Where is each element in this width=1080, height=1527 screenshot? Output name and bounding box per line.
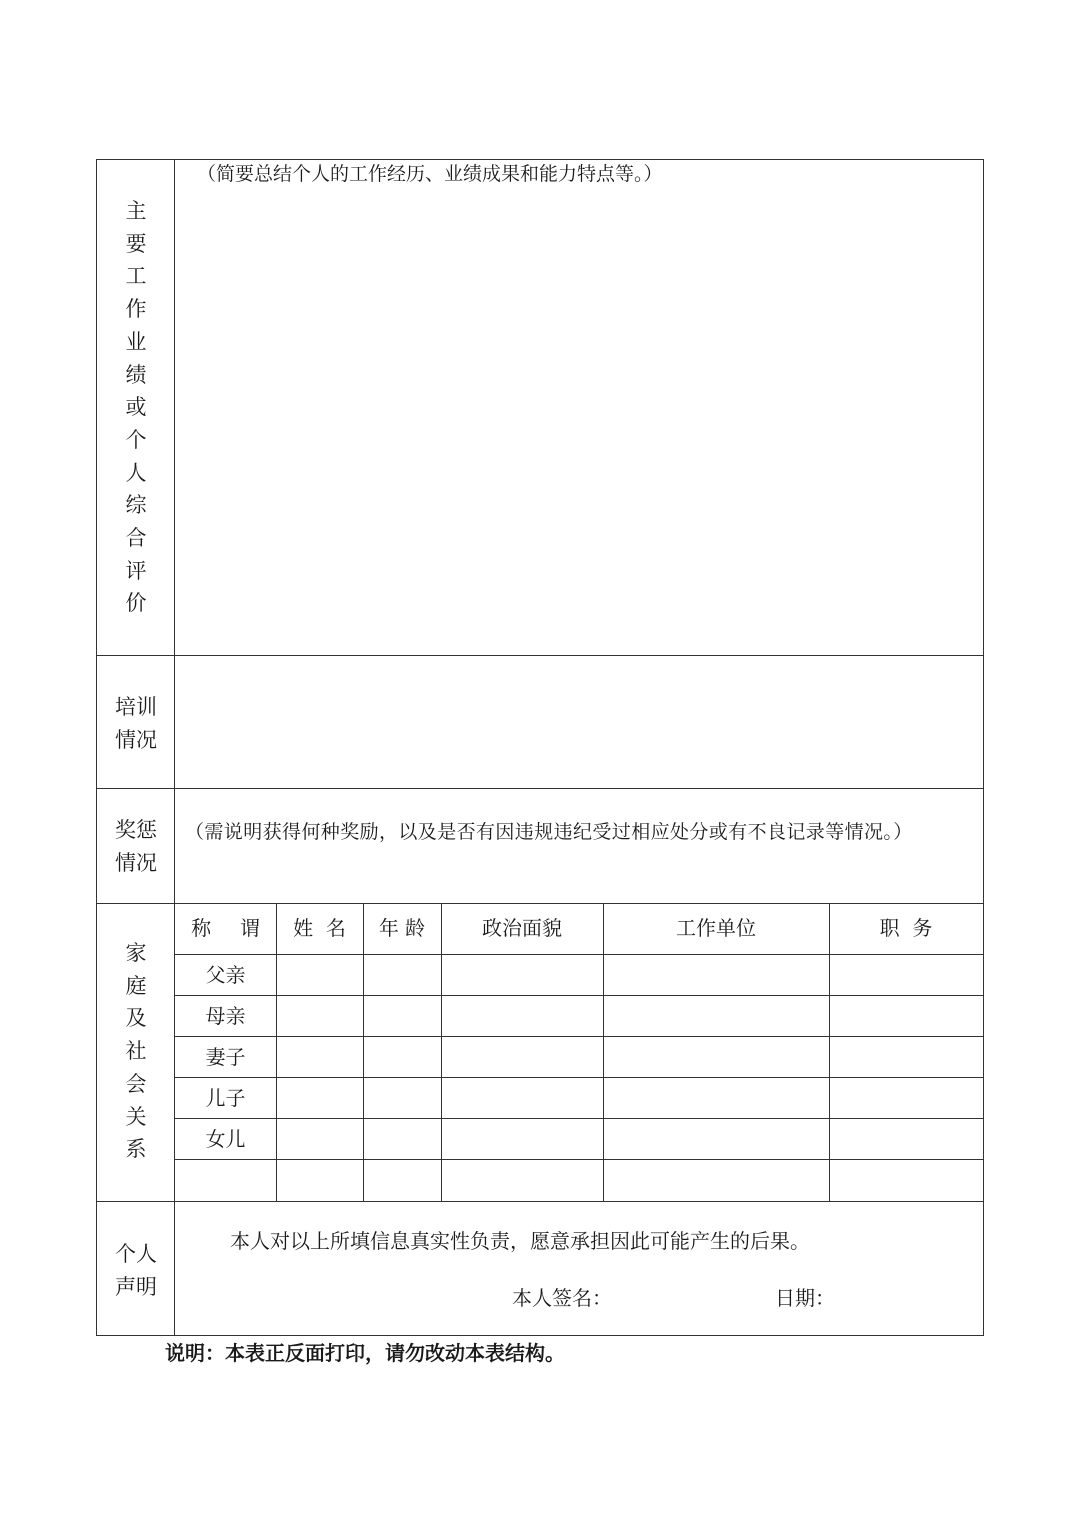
relation-mother: 母亲	[205, 1004, 246, 1028]
signature-field[interactable]	[617, 1282, 767, 1314]
divider	[97, 903, 983, 904]
application-form-table	[96, 159, 984, 1336]
divider	[97, 655, 983, 656]
header-name: 姓 名	[293, 916, 346, 940]
label-line: 奖惩	[115, 818, 157, 842]
label-char: 主	[125, 199, 147, 223]
label-char: 要	[125, 231, 147, 256]
label-char: 人	[125, 460, 147, 485]
label-line: 个人	[115, 1242, 157, 1266]
family-row-mother[interactable]	[277, 996, 983, 1036]
label-char: 会	[125, 1071, 147, 1096]
rewards-label	[97, 814, 175, 880]
header-age: 年 龄	[378, 916, 426, 940]
achievements-hint: （简要总结个人的工作经历、业绩成果和能力特点等。）	[197, 163, 663, 185]
header-position: 职 务	[879, 916, 933, 940]
rewards-input-area[interactable]	[179, 880, 977, 898]
training-label	[97, 691, 175, 757]
family-row-wife[interactable]	[277, 1037, 983, 1077]
achievements-label	[97, 195, 175, 620]
label-char: 业	[125, 329, 147, 354]
label-char: 绩	[125, 362, 147, 387]
label-char: 个	[125, 427, 147, 452]
label-char: 工	[125, 264, 147, 289]
date-field[interactable]	[839, 1282, 969, 1314]
header-work-unit: 工作单位	[676, 916, 756, 940]
relation-daughter: 女儿	[205, 1127, 246, 1151]
training-input-area[interactable]	[179, 660, 977, 784]
relation-son: 儿子	[205, 1086, 246, 1110]
label-char: 关	[125, 1104, 147, 1129]
label-char: 家	[125, 941, 147, 965]
family-label	[97, 937, 175, 1166]
achievements-input-area[interactable]	[179, 192, 977, 648]
label-char: 庭	[125, 973, 147, 998]
relation-father: 父亲	[205, 963, 246, 987]
signature-label: 本人签名：	[512, 1286, 612, 1310]
family-row-daughter[interactable]	[277, 1119, 983, 1159]
label-char: 合	[125, 526, 147, 551]
divider	[97, 788, 983, 789]
label-char: 系	[125, 1137, 147, 1162]
family-row-son[interactable]	[277, 1078, 983, 1118]
label-line: 情况	[115, 728, 157, 752]
label-line: 培训	[115, 695, 157, 719]
label-char: 及	[125, 1006, 147, 1031]
label-char: 作	[125, 297, 147, 322]
date-label: 日期：	[775, 1286, 835, 1310]
declaration-label	[97, 1238, 175, 1304]
header-relation: 称 谓	[191, 916, 260, 940]
label-char: 评	[125, 558, 147, 583]
label-char: 或	[125, 395, 147, 420]
label-char: 价	[125, 591, 147, 616]
declaration-statement: 本人对以上所填信息真实性负责，愿意承担因此可能产生的后果。	[230, 1229, 810, 1253]
label-char: 综	[125, 493, 147, 518]
rewards-hint: （需说明获得何种奖励，以及是否有因违规违纪受过相应处分或有不良记录等情况。）	[185, 821, 913, 843]
header-political-status: 政治面貌	[482, 916, 562, 940]
label-char: 社	[125, 1039, 147, 1064]
family-row-father[interactable]	[277, 955, 983, 995]
family-row-blank[interactable]	[277, 1160, 983, 1200]
relation-wife: 妻子	[205, 1045, 246, 1069]
label-line: 情况	[115, 851, 157, 875]
divider	[97, 1201, 983, 1202]
footer-note: 说明：本表正反面打印，请勿改动本表结构。	[165, 1341, 565, 1365]
label-line: 声明	[115, 1275, 157, 1299]
